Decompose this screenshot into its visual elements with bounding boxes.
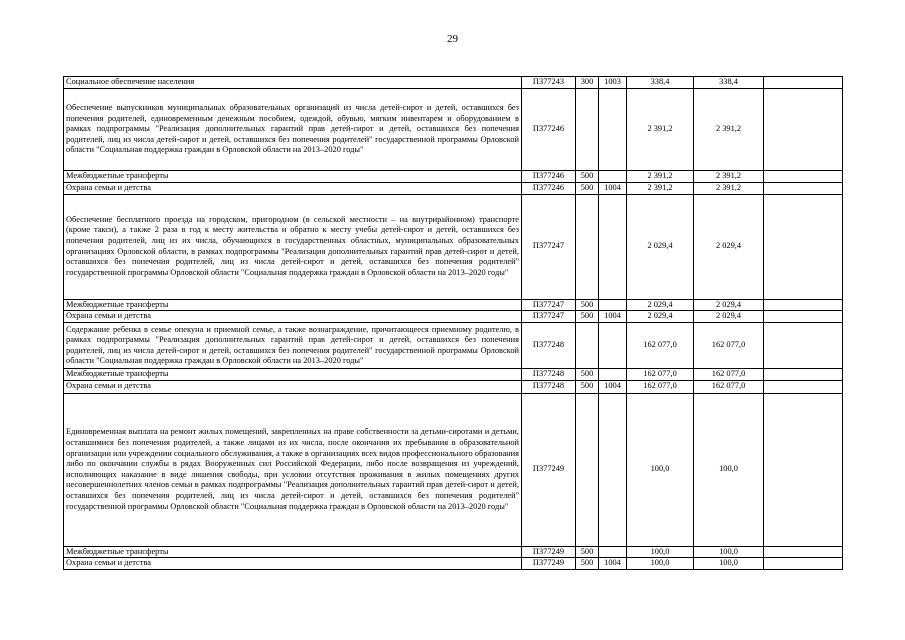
row-name-cell: Охрана семьи и детства	[64, 311, 522, 323]
row-code-cell: П377249	[522, 546, 576, 558]
row-value-2-cell: 2 029,4	[694, 299, 764, 311]
row-code-cell: П377243	[522, 77, 576, 89]
row-value-1-cell: 100,0	[627, 546, 694, 558]
row-code-cell: П377247	[522, 311, 576, 323]
row-value-2-cell: 100,0	[694, 546, 764, 558]
row-code-cell: П377248	[522, 323, 576, 369]
row-value-2-cell: 2 391,2	[694, 183, 764, 195]
row-vr-cell: 500	[576, 380, 599, 393]
row-vr-cell: 500	[576, 369, 599, 381]
row-empty-cell	[764, 171, 843, 183]
row-value-2-cell: 162 077,0	[694, 323, 764, 369]
table-row	[64, 171, 843, 183]
table-row	[64, 311, 843, 323]
row-empty-cell	[764, 546, 843, 558]
row-empty-cell	[764, 393, 843, 546]
row-value-1-cell: 2 391,2	[627, 171, 694, 183]
row-code-cell: П377249	[522, 558, 576, 570]
row-value-1-cell: 2 391,2	[627, 183, 694, 195]
table-body	[64, 77, 843, 570]
row-rz-cell: 1004	[599, 183, 627, 195]
row-name-cell: Межбюджетные трансферты	[64, 171, 522, 183]
row-value-1-cell: 2 391,2	[627, 89, 694, 171]
row-vr-cell: 500	[576, 171, 599, 183]
page-number: 29	[447, 33, 458, 45]
row-value-1-cell: 2 029,4	[627, 194, 694, 299]
row-value-1-cell: 338,4	[627, 77, 694, 89]
row-value-1-cell: 2 029,4	[627, 311, 694, 323]
row-rz-cell: 1004	[599, 311, 627, 323]
row-empty-cell	[764, 299, 843, 311]
table-row	[64, 77, 843, 89]
row-value-2-cell: 338,4	[694, 77, 764, 89]
row-code-cell: П377246	[522, 171, 576, 183]
row-rz-cell: 1004	[599, 380, 627, 393]
row-code-cell: П377247	[522, 194, 576, 299]
table-row	[64, 194, 843, 299]
row-rz-cell: 1004	[599, 558, 627, 570]
row-rz-cell	[599, 299, 627, 311]
row-empty-cell	[764, 323, 843, 369]
row-name-cell: Охрана семьи и детства	[64, 558, 522, 570]
row-vr-cell	[576, 194, 599, 299]
row-vr-cell: 500	[576, 546, 599, 558]
row-code-cell: П377248	[522, 369, 576, 381]
row-name-cell: Единовременная выплата на ремонт жилых помещений, закрепленных на праве собственности за детьми-сиротами и детьми, оставшимися без попечения родителей, а также лицами из их числа, после окончания их пребывания в образовательной организации или учреждении социального обслуживания, а также в организациях всех видов профессионального образования либо по окончании службы в рядах Вооруженных сил Российской Федерации, либо после возвращения из учреждений, исполняющих наказание в виде лишения свободы, при условии отсутствия проживания в жилых помещениях других несовершеннолетних членов семьи в рамках подпрограммы "Реализация дополнительных гарантий прав детей-сирот и детей, оставшихся без попечения родителей, лиц из числа детей-сирот и детей, оставшихся без попечения родителей" государственной программы Орловской области "Социальная поддержка граждан в Орловской области на 2013–2020 годы"	[64, 393, 522, 546]
row-name-cell: Обеспечение выпускников муниципальных образовательных организаций из числа детей-сирот и детей, оставшихся без попечения родителей, единовременным денежным пособием, одеждой, обувью, мягким инвентарем и оборудованием в рамках подпрограммы "Реализация дополнительных гарантий прав детей-сирот и детей, оставшихся без попечения родителей, лиц из числа детей-сирот и детей, оставшихся без попечения родителей" государственной программы Орловской области "Социальная поддержка граждан в Орловской области на 2013–2020 годы"	[64, 89, 522, 171]
row-value-2-cell: 100,0	[694, 393, 764, 546]
row-vr-cell	[576, 323, 599, 369]
row-empty-cell	[764, 194, 843, 299]
row-empty-cell	[764, 311, 843, 323]
row-name-cell: Обеспечение бесплатного проезда на городском, пригородном (в сельской местности – на внутрирайонном) транспорте (кроме такси), а также 2 раза в год к месту жительства и обратно к месту учебы детей-сирот и детей, оставшихся без попечения родителей, лиц из их числа, обучающихся в государственных областных, муниципальных образовательных организациях Орловской области, в рамках подпрограммы "Реализация дополнительных гарантий прав детей-сирот и детей, оставшихся без попечения родителей, лиц из числа детей-сирот и детей, оставшихся без попечения родителей" государственной программы Орловской области "Социальная поддержка граждан в Орловской области на 2013–2020 годы"	[64, 194, 522, 299]
row-rz-cell	[599, 323, 627, 369]
row-value-1-cell: 162 077,0	[627, 369, 694, 381]
row-name-cell: Содержание ребенка в семье опекуна и приемной семье, а также вознаграждение, причитающееся приемному родителю, в рамках подпрограммы "Реализация дополнительных гарантий прав детей-сирот и детей, оставшихся без попечения родителей, лиц из числа детей-сирот и детей, оставшихся без попечения родителей" государственной программы Орловской области "Социальная поддержка граждан в Орловской области на 2013–2020 годы"	[64, 323, 522, 369]
row-code-cell: П377246	[522, 89, 576, 171]
row-name-cell: Межбюджетные трансферты	[64, 369, 522, 381]
table-row	[64, 369, 843, 381]
row-value-1-cell: 2 029,4	[627, 299, 694, 311]
row-value-1-cell: 162 077,0	[627, 323, 694, 369]
budget-table	[63, 76, 843, 570]
row-value-2-cell: 2 391,2	[694, 171, 764, 183]
table-row	[64, 89, 843, 171]
row-value-2-cell: 162 077,0	[694, 369, 764, 381]
row-vr-cell: 500	[576, 183, 599, 195]
row-name-cell: Социальное обеспечение населения	[64, 77, 522, 89]
row-name-cell: Охрана семьи и детства	[64, 380, 522, 393]
row-value-1-cell: 162 077,0	[627, 380, 694, 393]
row-vr-cell: 500	[576, 311, 599, 323]
row-rz-cell	[599, 369, 627, 381]
row-value-2-cell: 2 391,2	[694, 89, 764, 171]
row-empty-cell	[764, 380, 843, 393]
row-vr-cell: 300	[576, 77, 599, 89]
row-rz-cell	[599, 546, 627, 558]
table-row	[64, 183, 843, 195]
row-empty-cell	[764, 77, 843, 89]
row-rz-cell	[599, 194, 627, 299]
table-row	[64, 323, 843, 369]
row-code-cell: П377249	[522, 393, 576, 546]
row-value-2-cell: 100,0	[694, 558, 764, 570]
table-row	[64, 558, 843, 570]
row-empty-cell	[764, 369, 843, 381]
table-row	[64, 380, 843, 393]
row-value-1-cell: 100,0	[627, 558, 694, 570]
row-rz-cell: 1003	[599, 77, 627, 89]
row-rz-cell	[599, 89, 627, 171]
row-empty-cell	[764, 558, 843, 570]
row-empty-cell	[764, 89, 843, 171]
row-rz-cell	[599, 393, 627, 546]
row-name-cell: Охрана семьи и детства	[64, 183, 522, 195]
row-vr-cell: 500	[576, 299, 599, 311]
row-vr-cell	[576, 393, 599, 546]
row-code-cell: П377246	[522, 183, 576, 195]
row-code-cell: П377248	[522, 380, 576, 393]
row-vr-cell: 500	[576, 558, 599, 570]
table-row	[64, 546, 843, 558]
row-name-cell: Межбюджетные трансферты	[64, 546, 522, 558]
table-row	[64, 299, 843, 311]
row-value-2-cell: 162 077,0	[694, 380, 764, 393]
row-code-cell: П377247	[522, 299, 576, 311]
row-empty-cell	[764, 183, 843, 195]
row-value-2-cell: 2 029,4	[694, 311, 764, 323]
row-vr-cell	[576, 89, 599, 171]
table-row	[64, 393, 843, 546]
row-rz-cell	[599, 171, 627, 183]
row-name-cell: Межбюджетные трансферты	[64, 299, 522, 311]
row-value-1-cell: 100,0	[627, 393, 694, 546]
row-value-2-cell: 2 029,4	[694, 194, 764, 299]
